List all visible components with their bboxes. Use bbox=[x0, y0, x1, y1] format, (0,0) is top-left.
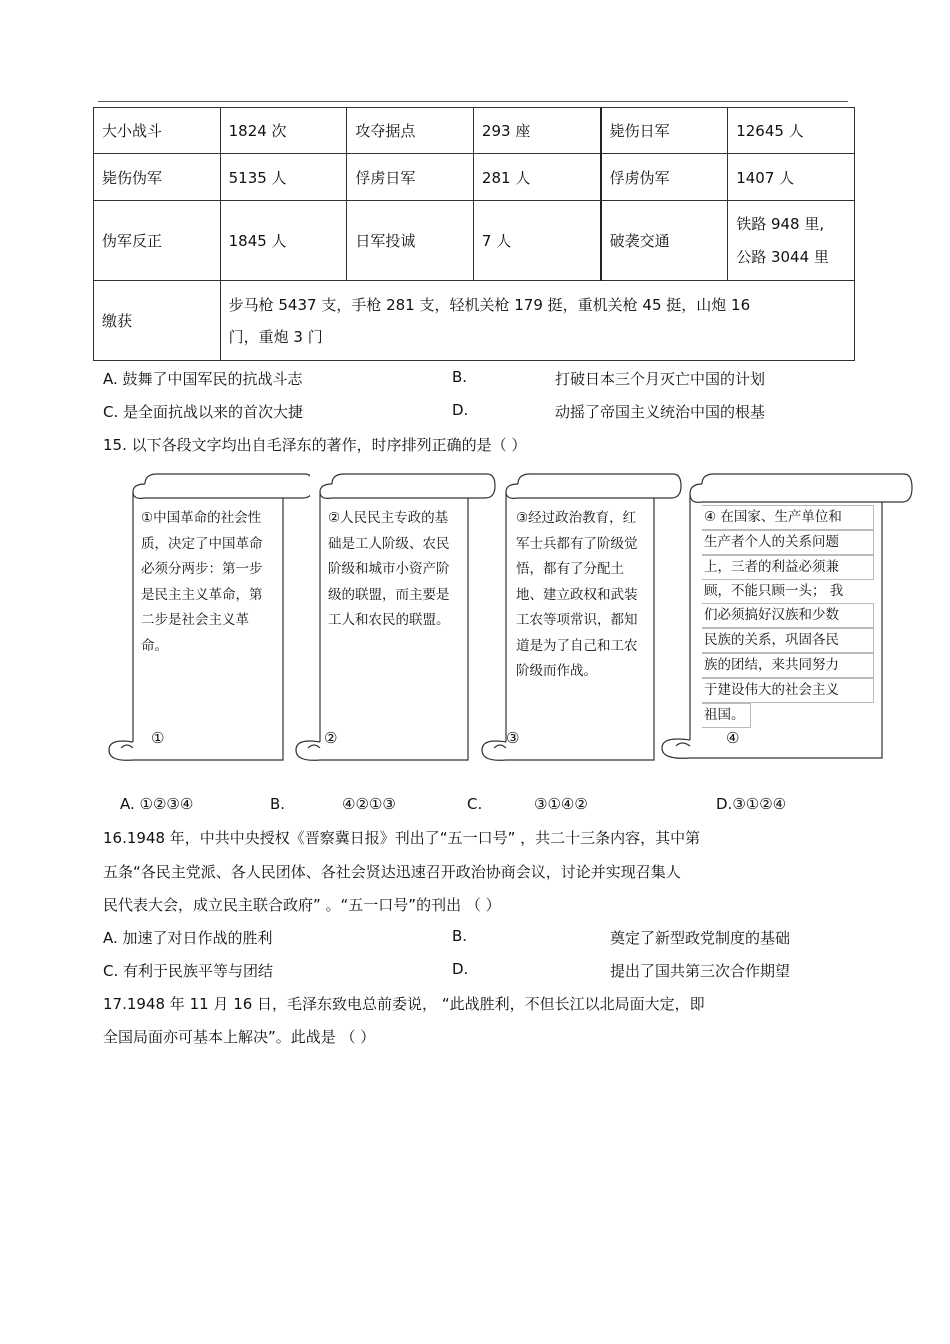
question-17-line: 全国局面亦可基本上解决”。此战是 （ ） bbox=[103, 1028, 376, 1046]
table-cell: 293 座 bbox=[473, 108, 600, 154]
question-16-line: 民代表大会，成立民主联合政府” 。“五一口号”的刊出 （ ） bbox=[103, 896, 501, 914]
header-rule bbox=[98, 101, 848, 102]
scroll-card-4 bbox=[658, 472, 918, 762]
table-cell: 1407 人 bbox=[728, 154, 855, 201]
option-d-label: D. bbox=[452, 401, 469, 419]
question-16-line: 五条“各民主党派、各人民团体、各社会贤达迅速召开政治协商会议，讨论并实现召集人 bbox=[103, 863, 681, 881]
scroll-line: 顾，不能只顾一头； 我 bbox=[704, 583, 844, 599]
table-row bbox=[94, 154, 855, 201]
scroll-line: 民族的关系，巩固各民 bbox=[702, 628, 874, 653]
table-cell bbox=[728, 201, 855, 281]
battle-stats-table bbox=[93, 107, 855, 361]
option-c-label: C. bbox=[467, 795, 483, 813]
option-d: D.③①②④ bbox=[716, 795, 787, 813]
scroll-number: ③ bbox=[506, 729, 520, 747]
scroll-text: ②人民民主专政的基础是工人阶级、农民阶级和城市小资产阶级的联盟，而主要是工人和农民的联盟。 bbox=[328, 510, 450, 628]
table-cell: 毙伤日军 bbox=[601, 108, 728, 154]
table-row bbox=[94, 201, 855, 281]
option-d: 动摇了帝国主义统治中国的根基 bbox=[555, 403, 766, 421]
scroll-text: ①中国革命的社会性质，决定了中国革命必须分两步：第一步是民主主义革命，第二步是社会主义革命。 bbox=[141, 510, 263, 654]
table-cell: 破袭交通 bbox=[601, 201, 728, 281]
option-b: 打破日本三个月灭亡中国的计划 bbox=[555, 370, 766, 388]
option-c: C. 是全面抗战以来的首次大捷 bbox=[103, 403, 304, 421]
scroll-line: 们必须搞好汉族和少数 bbox=[702, 603, 874, 628]
railway-value: 铁路 948 里, bbox=[736, 214, 825, 233]
scroll-text: ③经过政治教育，红军士兵都有了阶级觉悟，都有了分配土地、建立政权和武装工农等项常识，都知道是为了自己和工农阶级而作战。 bbox=[516, 510, 638, 679]
option-b-label: B. bbox=[270, 795, 286, 813]
table-cell: 俘虏伪军 bbox=[601, 154, 728, 201]
table-cell: 俘虏日军 bbox=[347, 154, 474, 201]
table-cell: 7 人 bbox=[473, 201, 600, 281]
option-b-label: B. bbox=[452, 927, 468, 945]
option-d-label: D. bbox=[452, 960, 469, 978]
table-row bbox=[94, 281, 855, 361]
scroll-card-3 bbox=[478, 472, 653, 762]
scroll-number: ④ bbox=[726, 729, 740, 747]
option-b: 奠定了新型政党制度的基础 bbox=[610, 929, 791, 947]
table-cell: 281 人 bbox=[473, 154, 600, 201]
option-a: A. 鼓舞了中国军民的抗战斗志 bbox=[103, 370, 303, 388]
table-cell: 日军投诚 bbox=[347, 201, 474, 281]
capture-cell bbox=[220, 281, 854, 361]
scroll-card-2 bbox=[292, 472, 467, 762]
table-cell: 大小战斗 bbox=[94, 108, 221, 154]
option-d: 提出了国共第三次合作期望 bbox=[610, 962, 791, 980]
option-c: ③①④② bbox=[534, 795, 588, 813]
question-16-line: 16.1948 年，中共中央授权《晋察冀日报》刊出了“五一口号” ，共二十三条内容，其中第 bbox=[103, 829, 701, 847]
table-cell: 毙伤伪军 bbox=[94, 154, 221, 201]
scroll-line: 于建设伟大的社会主义 bbox=[702, 678, 874, 703]
option-b: ④②①③ bbox=[342, 795, 396, 813]
road-value: 公路 3044 里 bbox=[736, 247, 829, 266]
option-c: C. 有利于民族平等与团结 bbox=[103, 962, 274, 980]
question-17-line: 17.1948 年 11 月 16 日，毛泽东致电总前委说， “此战胜利，不但长江以北局面大定，即 bbox=[103, 995, 705, 1013]
table-cell: 攻夺据点 bbox=[347, 108, 474, 154]
scroll-number: ① bbox=[151, 729, 165, 747]
table-cell: 12645 人 bbox=[728, 108, 855, 154]
table-cell: 1845 人 bbox=[220, 201, 347, 281]
table-cell: 伪军反正 bbox=[94, 201, 221, 281]
question-15-stem: 15. 以下各段文字均出自毛泽东的著作，时序排列正确的是（ ） bbox=[103, 436, 527, 454]
capture-line: 门，重炮 3 门 bbox=[228, 327, 323, 346]
scroll-number: ② bbox=[324, 729, 338, 747]
scroll-line: ④ 在国家、生产单位和 bbox=[702, 505, 874, 530]
scroll-line: 上，三者的利益必须兼 bbox=[702, 555, 874, 580]
scroll-text-boxed bbox=[702, 505, 874, 728]
capture-line: 步马枪 5437 支，手枪 281 支，轻机关枪 179 挺，重机关枪 45 挺，山炮 16 bbox=[228, 295, 751, 314]
table-cell: 5135 人 bbox=[220, 154, 347, 201]
option-b-label: B. bbox=[452, 368, 468, 386]
scroll-line: 祖国。 bbox=[702, 703, 751, 728]
scroll-card-1 bbox=[105, 472, 280, 762]
option-a: A. 加速了对日作战的胜利 bbox=[103, 929, 273, 947]
capture-label: 缴获 bbox=[94, 281, 221, 361]
option-a: A. ①②③④ bbox=[120, 795, 194, 813]
scroll-line: 族的团结，来共同努力 bbox=[702, 653, 874, 678]
scroll-line: 生产者个人的关系问题 bbox=[702, 530, 874, 555]
table-row bbox=[94, 108, 855, 154]
table-cell: 1824 次 bbox=[220, 108, 347, 154]
